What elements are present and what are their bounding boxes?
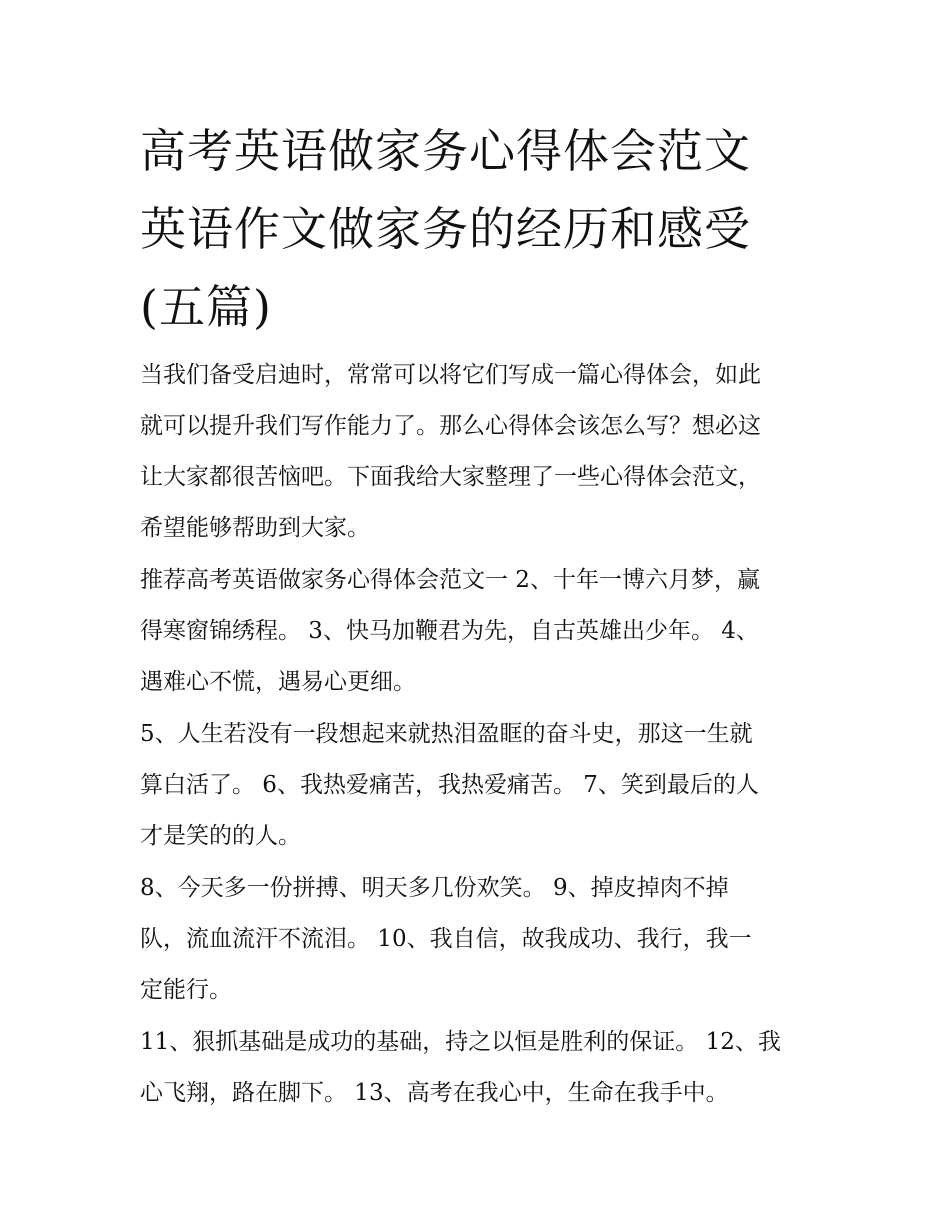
text-line: 定能行。	[140, 977, 232, 1003]
text-line: 推荐高考英语做家务心得体会范文一 2、十年一博六月梦，赢	[140, 567, 760, 593]
document-page	[140, 112, 820, 1120]
body-paragraph	[140, 1017, 820, 1119]
text-line: 5、人生若没有一段想起来就热泪盈眶的奋斗史，那这一生就	[140, 721, 753, 747]
body-paragraph	[140, 555, 820, 708]
text-line: 让大家都很苦恼吧。下面我给大家整理了一些心得体会范文，	[140, 464, 761, 490]
text-line: 就可以提升我们写作能力了。那么心得体会该怎么写？想必这	[140, 413, 761, 439]
text-line: 11、狠抓基础是成功的基础，持之以恒是胜利的保证。 12、我	[140, 1029, 781, 1055]
text-line: 算白活了。 6、我热爱痛苦，我热爱痛苦。 7、笑到最后的人	[140, 772, 759, 798]
text-line: 心飞翔，路在脚下。 13、高考在我心中，生命在我手中。	[140, 1080, 729, 1106]
text-line: 才是笑的的人。	[140, 823, 301, 849]
title-line: 高考英语做家务心得体会范文	[140, 124, 751, 178]
text-line: 8、今天多一份拼搏、明天多几份欢笑。 9、掉皮掉肉不掉	[140, 875, 729, 901]
body-paragraph	[140, 709, 820, 862]
text-line: 当我们备受启迪时，常常可以将它们写成一篇心得体会，如此	[140, 362, 761, 388]
text-line: 希望能够帮助到大家。	[140, 515, 370, 541]
body-paragraph	[140, 863, 820, 1016]
text-line: 得寒窗锦绣程。 3、快马加鞭君为先，自古英雄出少年。 4、	[140, 618, 759, 644]
text-line: 队，流血流汗不流泪。 10、我自信，故我成功、我行，我一	[140, 926, 752, 952]
page-title	[140, 112, 820, 346]
title-line: 英语作文做家务的经历和感受	[140, 202, 751, 256]
intro-paragraph	[140, 350, 820, 554]
text-line: 遇难心不慌，遇易心更细。	[140, 669, 416, 695]
title-line: (五篇)	[140, 280, 272, 334]
